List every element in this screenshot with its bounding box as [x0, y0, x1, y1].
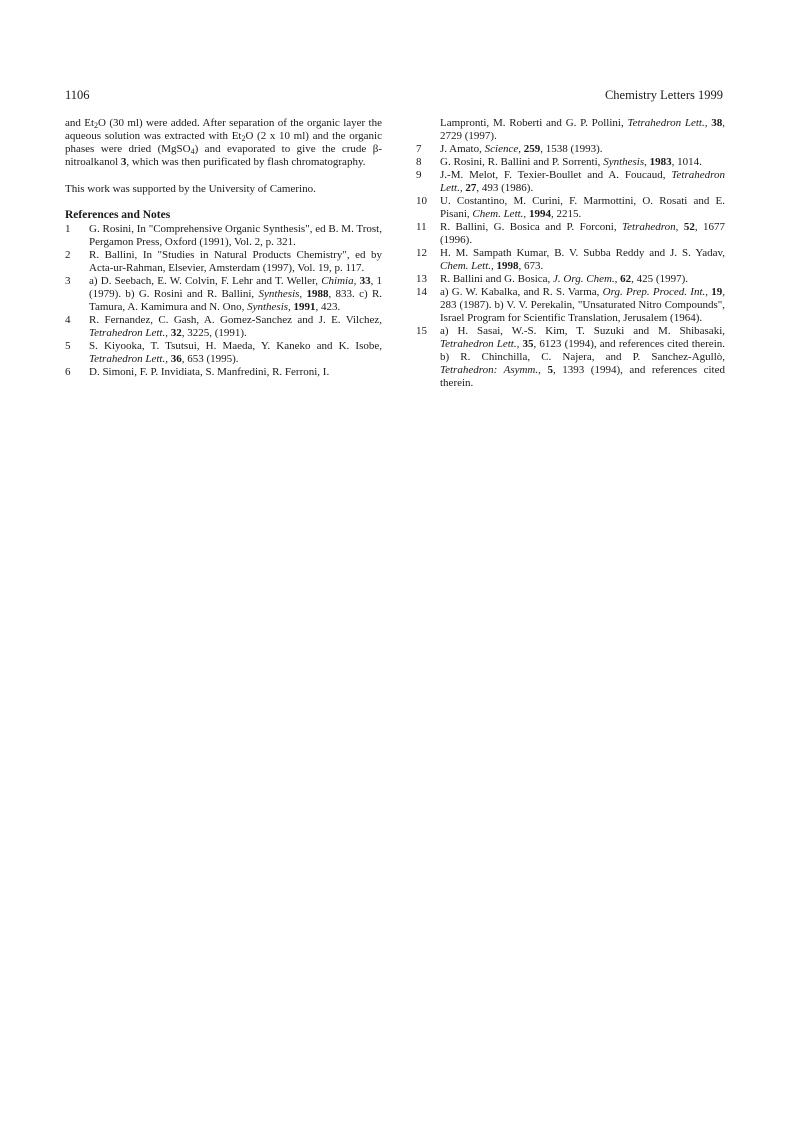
reference-item: 12 H. M. Sampath Kumar, B. V. Subba Reddy and J. S. Yadav, Chem. Lett., 1998, 673. [416, 247, 725, 272]
reference-item: 3 a) D. Seebach, E. W. Colvin, F. Lehr and T. Weller, Chimia, 33, 1 (1979). b) G. Rosini and R. Ballini, Synthesis, 1988, 833. c) R. Tamura, A. Kamimura and N. Ono, Synthesis, 1991, 423. [65, 275, 383, 313]
left-column [65, 117, 382, 379]
reference-item: 13 R. Ballini and G. Bosica, J. Org. Chem., 62, 425 (1997). [416, 273, 688, 285]
reference-item: 9 J.-M. Melot, F. Texier-Boullet and A. Foucaud, Tetrahedron Lett., 27, 493 (1986). [416, 169, 726, 194]
reference-item: 11 R. Ballini, G. Bosica and P. Forconi, Tetrahedron, 52, 1677 (1996). [416, 221, 726, 246]
reference-item: 8 G. Rosini, R. Ballini and P. Sorrenti, Synthesis, 1983, 1014. [416, 156, 702, 168]
reference-item: 4 R. Fernandez, C. Gash, A. Gomez-Sanchez and J. E. Vilchez, Tetrahedron Lett., 32, 3225, (1991). [65, 314, 382, 339]
acknowledgement: This work was supported by the University of Camerino. [65, 183, 316, 195]
reference-item: 2 R. Ballini, In "Studies in Natural Products Chemistry", ed by Acta-ur-Rahman, Elsevier, Amsterdam (1997), Vol. 19, p. 117. [65, 249, 382, 274]
body-paragraph: and $Et_2O$ (30 ml) were added. After separation of the organic layer the aqueous solution was extracted with $Et_2O$ (2 x 10 ml) and the organic phases were dried (MgSO$_4$) and evaporated to give the crude β-nitroalkanol 3, which was then purificated by flash chromatography. [65, 117, 382, 168]
right-column [416, 117, 725, 390]
reference-item: 1 G. Rosini, In "Comprehensive Organic Synthesis", ed B. M. Trost, Pergamon Press, Oxford (1991), Vol. 2, p. 321. [65, 223, 382, 248]
reference-continuation: Lampronti, M. Roberti and G. P. Pollini, Tetrahedron Lett., 38, 2729 (1997). [440, 117, 725, 142]
reference-item: 7 J. Amato, Science, 259, 1538 (1993). [416, 143, 603, 155]
references-heading: References and Notes [65, 209, 171, 221]
reference-item: 15 a) H. Sasai, W.-S. Kim, T. Suzuki and M. Shibasaki, Tetrahedron Lett., 35, 6123 (1994), and references cited therein. b) R. Chinchilla, C. Najera, and P. Sanchez-Agullò, Tetrahedron: Asymm., 5, 1393 (1994), and references cited therein. [416, 325, 725, 389]
reference-item: 10 U. Costantino, M. Curini, F. Marmottini, O. Rosati and E. Pisani, Chem. Lett., 1994, 2215. [416, 195, 725, 220]
page-number: 1106 [65, 88, 90, 102]
journal-header: Chemistry Letters 1999 [604, 88, 723, 102]
reference-item: 5 S. Kiyooka, T. Tsutsui, H. Maeda, Y. Kaneko and K. Isobe, Tetrahedron Lett., 36, 653 (1995). [65, 340, 382, 365]
reference-item: 6 D. Simoni, F. P. Invidiata, S. Manfredini, R. Ferroni, I. [65, 366, 330, 378]
reference-item: 14 a) G. W. Kabalka, and R. S. Varma, Org. Prep. Proced. Int., 19, 283 (1987). b) V. V. Perekalin, "Unsaturated Nitro Compounds", Israel Program for Scientific Translation, Jerusalem (1964). [416, 286, 725, 324]
